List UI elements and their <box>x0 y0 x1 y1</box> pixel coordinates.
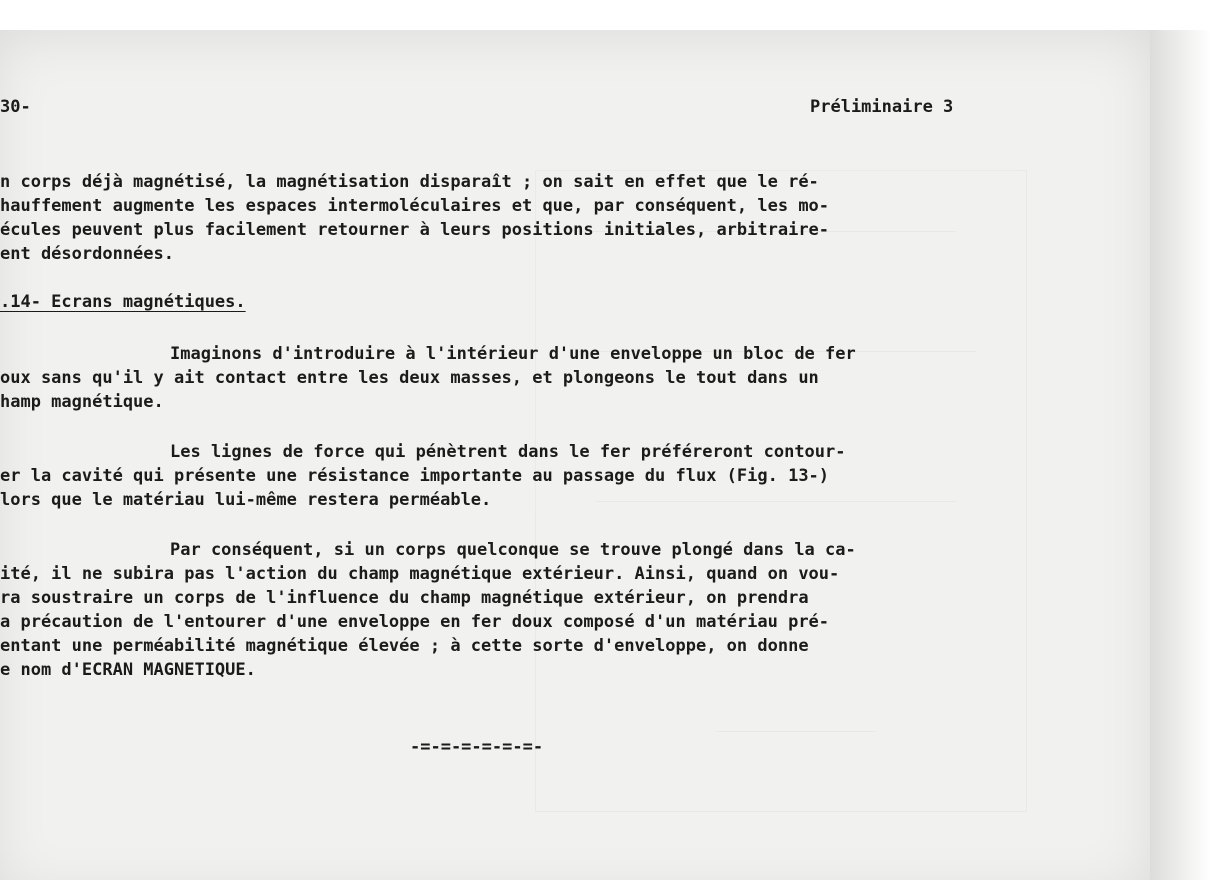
paragraph-3-line-2: er la cavité qui présente une résistance importante au passage du flux (Fig. 13-) <box>0 466 830 486</box>
paragraph-4-line-4: a précaution de l'entourer d'une enveloppe en fer doux composé d'un matériau pré- <box>0 612 830 632</box>
paragraph-3-line-3: lors que le matériau lui-même restera perméable. <box>0 490 492 510</box>
paragraph-1-line-1: n corps déjà magnétisé, la magnétisation disparaît ; on sait en effet que le ré- <box>0 172 819 192</box>
paragraph-4-line-3: ra soustraire un corps de l'influence du champ magnétique extérieur, on prendra <box>0 588 809 608</box>
paragraph-3-line-1: Les lignes de force qui pénètrent dans le fer préféreront contour- <box>170 442 846 462</box>
paragraph-2-line-3: hamp magnétique. <box>0 392 164 412</box>
page-edge-shadow <box>1150 30 1211 880</box>
paragraph-1-line-3: écules peuvent plus facilement retourner à leurs positions initiales, arbitraire- <box>0 220 830 240</box>
reverse-side-bleed-through <box>535 170 1027 812</box>
page-header-title: Préliminaire 3 <box>810 97 954 117</box>
section-heading: .14- Ecrans magnétiques. <box>0 292 246 312</box>
separator-line: -=-=-=-=-=-=- <box>410 737 544 757</box>
paragraph-4-line-1: Par conséquent, si un corps quelconque se trouve plongé dans la ca- <box>170 540 856 560</box>
paragraph-1-line-2: hauffement augmente les espaces intermoléculaires et que, par conséquent, les mo- <box>0 196 830 216</box>
paragraph-2-line-2: oux sans qu'il y ait contact entre les deux masses, et plongeons le tout dans un <box>0 368 819 388</box>
page-number: 30- <box>0 97 31 117</box>
paragraph-2-line-1: Imaginons d'introduire à l'intérieur d'une enveloppe un bloc de fer <box>170 344 856 364</box>
paragraph-4-line-2: ité, il ne subira pas l'action du champ magnétique extérieur. Ainsi, quand on vou- <box>0 564 840 584</box>
paragraph-4-line-6: e nom d'ECRAN MAGNETIQUE. <box>0 660 256 680</box>
paragraph-1-line-4: ent désordonnées. <box>0 244 174 264</box>
paragraph-4-line-5: entant une perméabilité magnétique élevée ; à cette sorte d'enveloppe, on donne <box>0 636 809 656</box>
